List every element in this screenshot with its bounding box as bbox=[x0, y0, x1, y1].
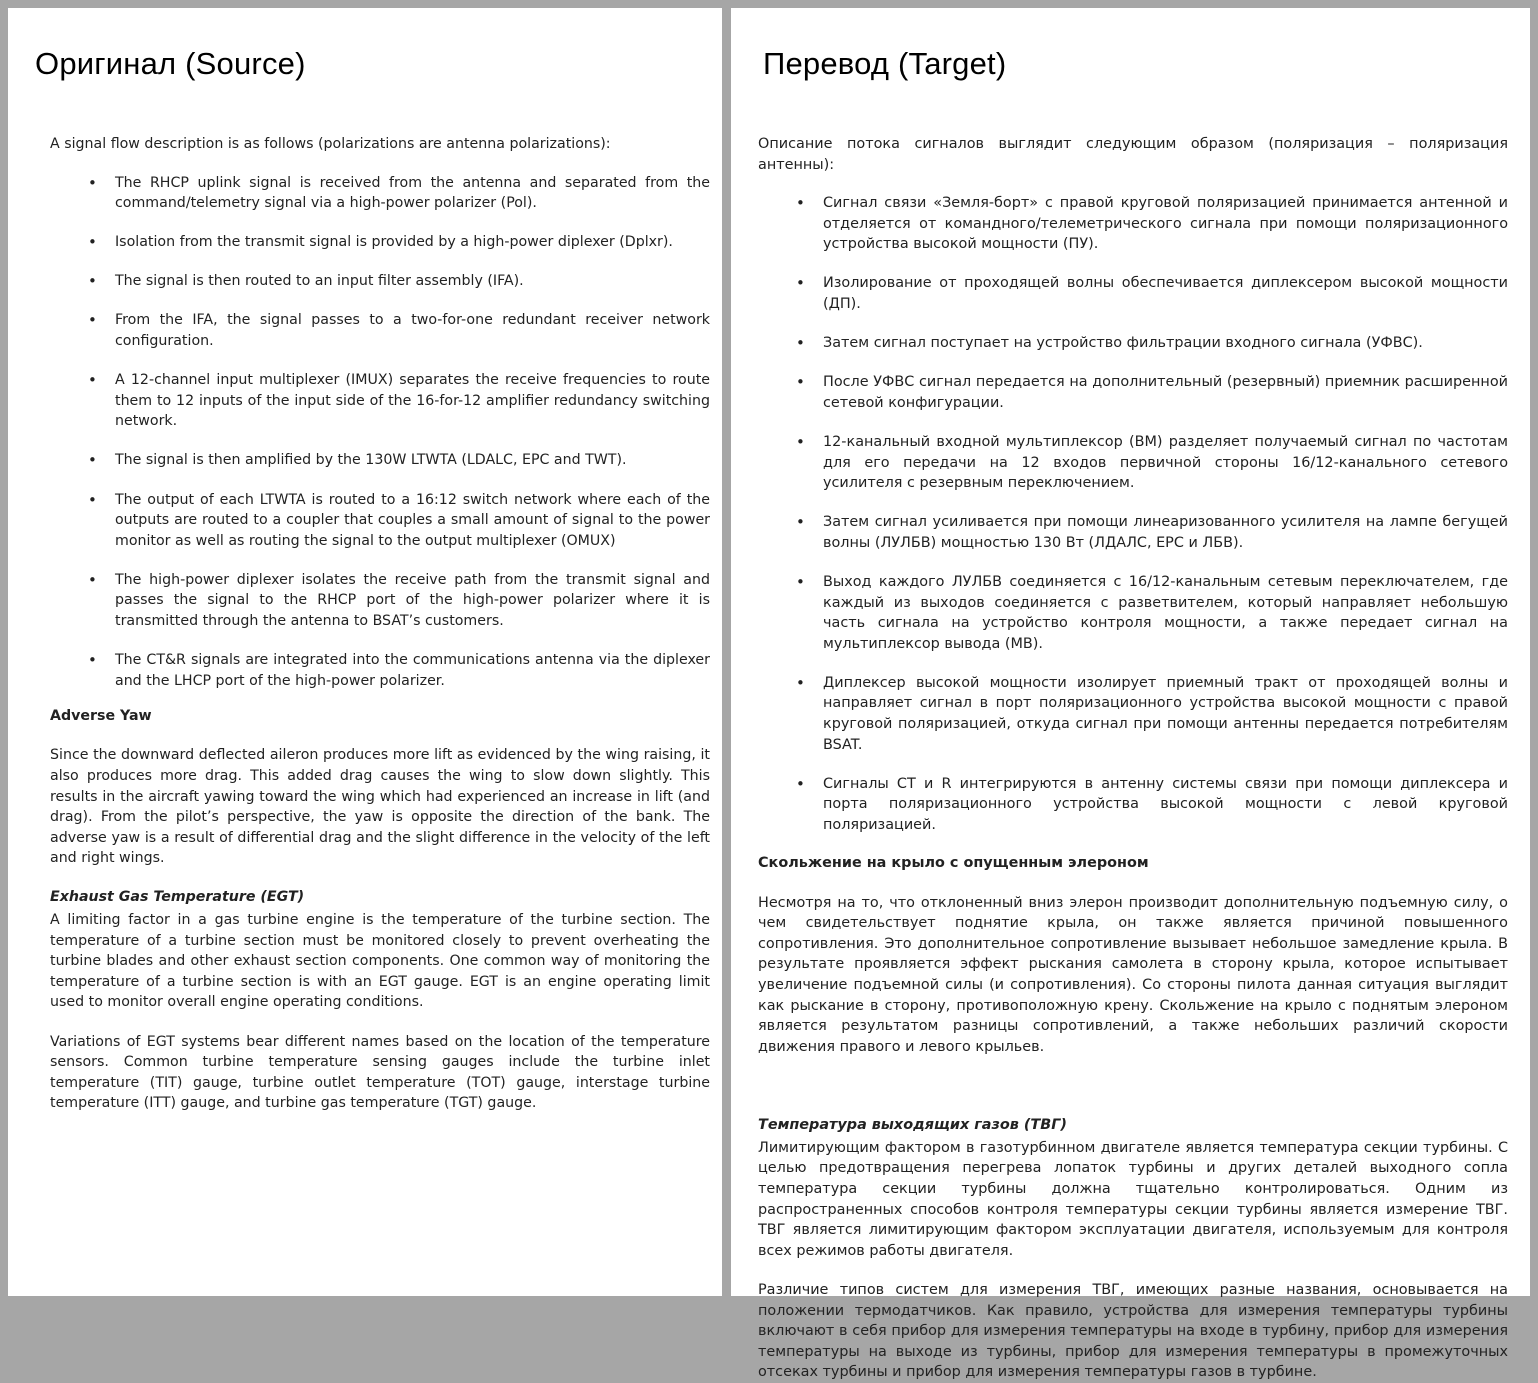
source-yaw-text: Since the downward deflected aileron produces more lift as evidenced by the wing raising, it also produces more drag. This added drag causes the wing to slow down slightly. This results in the aircraft yawing toward the wing which had experienced an increase in lift (and drag). From the pilot’s perspective, the yaw is opposite the direction of the bank. The adverse yaw is a result of differential drag and the slight difference in the velocity of the left and right wings. bbox=[50, 747, 710, 867]
list-item: • A 12-channel input multiplexer (IMUX) separates the receive frequencies to route them to 12 inputs of the input side of the 16-for-12 amplifier redundancy switching network. bbox=[88, 371, 710, 430]
bullet-icon: • bbox=[796, 572, 805, 591]
target-bullet-list bbox=[758, 193, 1508, 835]
bullet-icon: • bbox=[796, 334, 805, 353]
bullet-icon: • bbox=[796, 673, 805, 692]
list-item: • Выход каждого ЛУЛБВ соединяется с 16/12-канальным сетевым переключателем, где каждый из выходов соединяется с разветвителем, который направляет небольшую часть сигнала на устройство контроля мощности, а также передает сигнал на мультиплексор вывода (МВ). bbox=[796, 572, 1508, 652]
bullet-icon: • bbox=[796, 194, 805, 213]
list-item: • From the IFA, the signal passes to a two-for-one redundant receiver network configuration. bbox=[88, 311, 710, 350]
source-egt-text: A limiting factor in a gas turbine engine is the temperature of the turbine section. The temperature of a turbine section must be monitored closely to prevent overheating the turbine blades and other exhaust section components. One common way of monitoring the temperature of a turbine section is with an EGT gauge. EGT is an engine operating limit used to monitor overall engine operating conditions. bbox=[50, 912, 710, 1011]
bullet-icon: • bbox=[88, 451, 97, 470]
list-item: • The signal is then amplified by the 130W LTWTA (LDALC, EPC and TWT). bbox=[88, 451, 627, 470]
bullet-icon: • bbox=[796, 513, 805, 532]
list-item: • Диплексер высокой мощности изолирует приемный тракт от проходящей волны и направляет сигнал в порт поляризационного устройства высокой мощности с правой круговой поляризацией, откуда сигнал при помощи антенны передается потребителям BSAT. bbox=[796, 673, 1508, 753]
source-bullet-list bbox=[50, 173, 710, 692]
source-title: Оригинал (Source) bbox=[35, 46, 306, 81]
bullet-icon: • bbox=[88, 233, 97, 252]
source-intro: A signal flow description is as follows (polarizations are antenna polarizations): bbox=[50, 136, 611, 152]
list-item: • Сигнал связи «Земля-борт» с правой круговой поляризацией принимается антенной и отделяется от командного/телеметрического сигнала при помощи поляризационного устройства высокой мощности (ПУ). bbox=[796, 194, 1508, 253]
list-item: • The CT&R signals are integrated into the communications antenna via the diplexer and the LHCP port of the high-power polarizer. bbox=[88, 651, 710, 689]
target-intro: Описание потока сигналов выглядит следующим образом (поляризация – поляризация антенны): bbox=[758, 136, 1508, 173]
source-content bbox=[50, 134, 710, 1114]
list-item: • Затем сигнал поступает на устройство фильтрации входного сигнала (УФВС). bbox=[796, 334, 1423, 353]
list-item: • 12-канальный входной мультиплексор (ВМ) разделяет получаемый сигнал по частотам для его передачи на 12 входов первичной стороны 16/12-канального сетевого усилителя с резервным переключением. bbox=[796, 432, 1508, 492]
bullet-icon: • bbox=[88, 272, 97, 291]
target-yaw-text: Несмотря на то, что отклоненный вниз элерон производит дополнительную подъемную силу, о чем свидетельствует поднятие крыла, он также является причиной повышенного сопротивления. Это дополнительное сопротивление вызывает небольшое замедление крыла. В результате проявляется эффект рыскания самолета в сторону крыла, которое испытывает увеличение подъемной силы (и сопротивления). Со стороны пилота данная ситуация выглядит как рыскание в сторону, противоположную крену. Скольжение на крыло с поднятым элероном является результатом разницы сопротивлений, а также небольших различий скорости движения правого и левого крыльев. bbox=[758, 894, 1508, 1055]
list-item: • После УФВС сигнал передается на дополнительный (резервный) приемник расширенной сетевой конфигурации. bbox=[796, 373, 1508, 411]
list-item: • The output of each LTWTA is routed to a 16:12 switch network where each of the outputs are routed to a coupler that couples a small amount of signal to the power monitor as well as routing the signal to the output multiplexer (OMUX) bbox=[88, 490, 710, 549]
list-item: • Isolation from the transmit signal is provided by a high-power diplexer (Dplxr). bbox=[88, 233, 673, 252]
bullet-icon: • bbox=[88, 570, 97, 589]
target-panel bbox=[731, 8, 1530, 1381]
bullet-icon: • bbox=[796, 774, 805, 793]
list-item: • The high-power diplexer isolates the receive path from the transmit signal and passes the signal to the RHCP port of the high-power polarizer where it is transmitted through the antenna to BSAT’s customers. bbox=[88, 570, 710, 629]
bullet-icon: • bbox=[88, 311, 97, 330]
list-item: • The signal is then routed to an input filter assembly (IFA). bbox=[88, 272, 524, 291]
target-content bbox=[758, 134, 1508, 1383]
list-item: • Изолирование от проходящей волны обеспечивается диплексером высокой мощности (ДП). bbox=[796, 274, 1508, 313]
source-egt-heading: Exhaust Gas Temperature (EGT) bbox=[50, 889, 305, 906]
bullet-icon: • bbox=[796, 274, 805, 293]
source-panel bbox=[8, 8, 722, 1296]
bullet-icon: • bbox=[796, 432, 805, 451]
spacer bbox=[758, 1057, 1508, 1115]
source-yaw-heading: Adverse Yaw bbox=[50, 708, 152, 725]
list-item: • The RHCP uplink signal is received from the antenna and separated from the command/telemetry signal via a high-power polarizer (Pol). bbox=[88, 173, 710, 212]
target-yaw-heading: Скольжение на крыло с опущенным элероном bbox=[758, 855, 1149, 872]
target-egt-text: Лимитирующим фактором в газотурбинном двигателе является температура секции турбины. С целью предотвращения перегрева лопаток турбины и других деталей выходного сопла температура секции турбины должна тщательно контролироваться. Одним из распространенных способов контроля температуры секции турбины является измерение ТВГ. ТВГ является лимитирующим фактором эксплуатации двигателя, используемым для контроля всех режимов работы двигателя. bbox=[758, 1139, 1508, 1259]
target-egt-heading: Температура выходящих газов (ТВГ) bbox=[758, 1117, 1067, 1134]
bullet-icon: • bbox=[88, 651, 97, 670]
target-title: Перевод (Target) bbox=[763, 46, 1007, 81]
source-variations-text: Variations of EGT systems bear different names based on the location of the temperature sensors. Common turbine temperature sensing gauges include the turbine inlet temperature (TIT) gauge, turbine outlet temperature (TOT) gauge, interstage turbine temperature (ITT) gauge, and turbine gas temperature (TGT) gauge. bbox=[50, 1033, 710, 1112]
bullet-icon: • bbox=[88, 173, 97, 192]
list-item: • Сигналы CT и R интегрируются в антенну системы связи при помощи диплексера и порта поляризационного устройства высокой мощности с левой круговой поляризацией. bbox=[796, 774, 1508, 833]
target-variations-text: Различие типов систем для измерения ТВГ, имеющих разные названия, основывается на положении термодатчиков. Как правило, устройства для измерения температуры турбины включают в себя прибор для измерения температуры на входе в турбину, прибор для измерения температуры на выходе из турбины, прибор для измерения температуры в промежуточных отсеках турбины и прибор для измерения температуры газов в турбине. bbox=[758, 1281, 1508, 1381]
bullet-icon: • bbox=[796, 373, 805, 392]
bullet-icon: • bbox=[88, 490, 97, 509]
list-item: • Затем сигнал усиливается при помощи линеаризованного усилителя на лампе бегущей волны (ЛУЛБВ) мощностью 130 Вт (ЛДАЛС, ЕРС и ЛБВ). bbox=[796, 513, 1508, 551]
bullet-icon: • bbox=[88, 371, 97, 390]
